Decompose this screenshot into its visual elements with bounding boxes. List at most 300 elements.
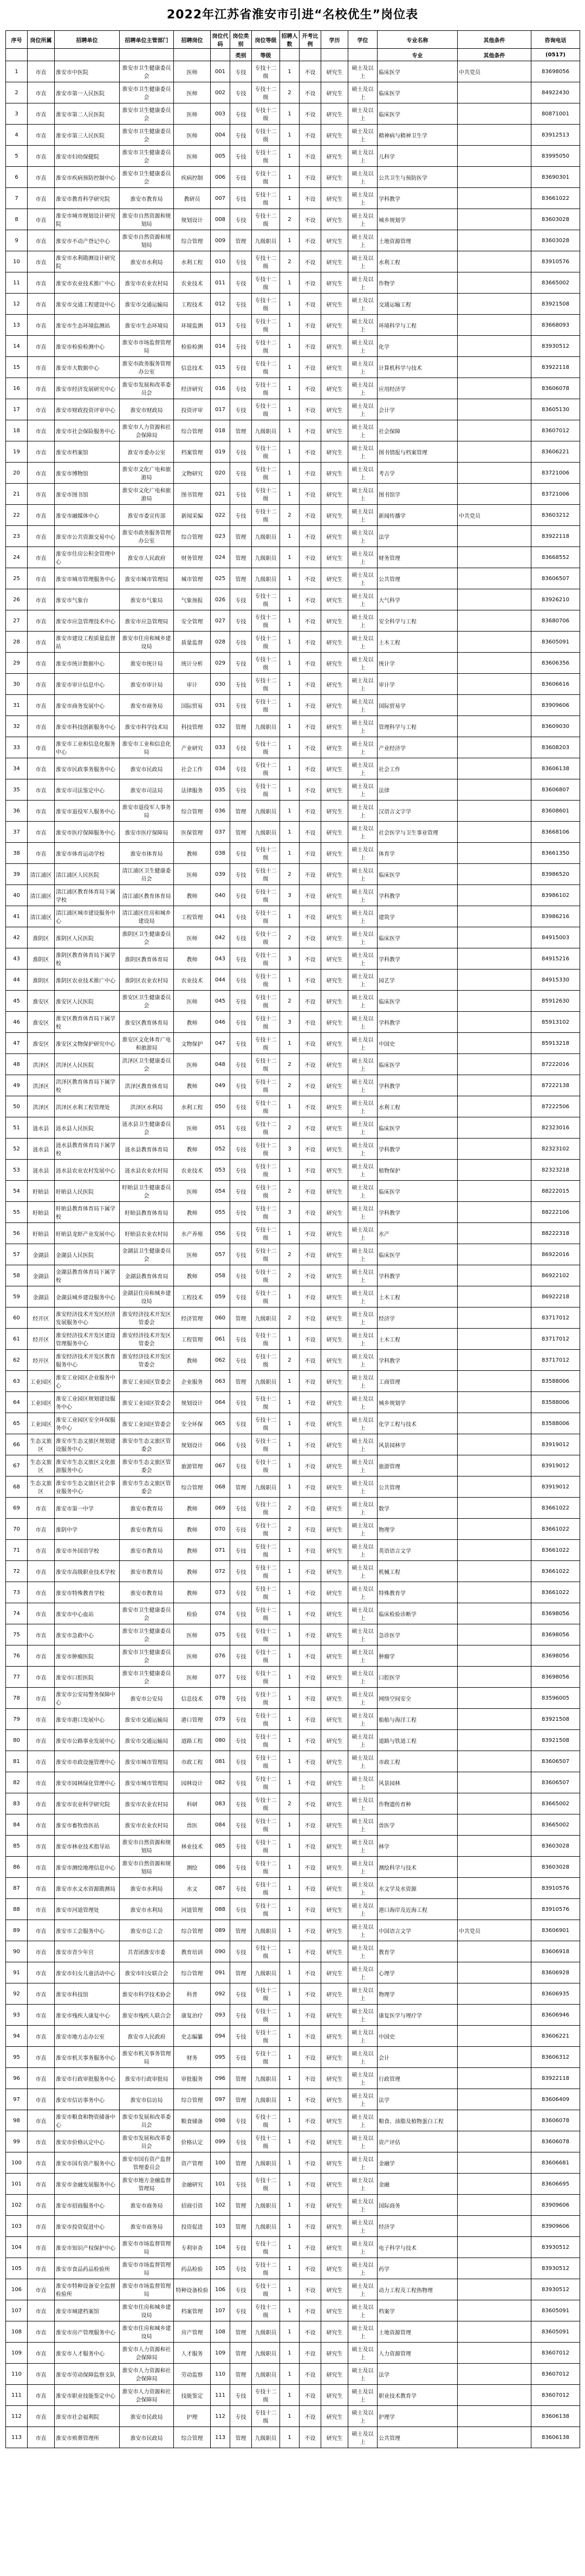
cell-ratio: 不设 xyxy=(300,1836,321,1857)
cell-education: 研究生 xyxy=(321,610,348,632)
cell-major: 临床医学 xyxy=(378,864,458,885)
cell-area: 市直 xyxy=(28,1667,55,1688)
cell-major: 儿科学 xyxy=(378,146,458,167)
table-row xyxy=(6,1899,580,1920)
table-row xyxy=(6,2131,580,2152)
cell-education: 研究生 xyxy=(321,758,348,779)
cell-post: 医师 xyxy=(174,61,211,82)
cell-other xyxy=(458,2237,531,2258)
cell-level: 专技十二级 xyxy=(252,2237,280,2258)
cell-other xyxy=(458,948,531,970)
cell-post: 康复治疗 xyxy=(174,2005,211,2026)
cell-unit: 洪泽区水利工程管理处 xyxy=(55,1096,120,1117)
cell-code: 053 xyxy=(211,1160,230,1181)
cell-other xyxy=(458,779,531,801)
cell-code: 047 xyxy=(211,1033,230,1054)
cell-phone: 83661350 xyxy=(531,843,580,864)
cell-phone: 83605130 xyxy=(531,399,580,420)
cell-phone: 88222106 xyxy=(531,1202,580,1223)
cell-degree: 硕士及以上 xyxy=(348,695,378,716)
cell-ratio: 不设 xyxy=(300,146,321,167)
cell-count: 1 xyxy=(280,103,300,125)
cell-seq: 23 xyxy=(6,526,28,547)
cell-unit: 淮安经济技术开发区建设管理服务中心 xyxy=(55,1329,120,1350)
cell-type: 专技 xyxy=(230,378,252,399)
cell-other xyxy=(458,801,531,822)
cell-unit: 淮安市地方志办公室 xyxy=(55,2026,120,2047)
cell-dept: 淮安经济技术开发区管委会 xyxy=(120,1329,174,1350)
cell-post: 医师 xyxy=(174,1117,211,1139)
cell-ratio: 不设 xyxy=(300,1603,321,1624)
cell-post: 综合管理 xyxy=(174,2089,211,2110)
cell-other xyxy=(458,378,531,399)
cell-level: 专技十二级 xyxy=(252,864,280,885)
cell-count: 1 xyxy=(280,315,300,336)
cell-degree: 硕士及以上 xyxy=(348,82,378,103)
cell-major: 中国语言文学 xyxy=(378,1920,458,1941)
cell-seq: 106 xyxy=(6,2279,28,2300)
cell-phone: 86922016 xyxy=(531,1244,580,1265)
cell-type: 管理 xyxy=(230,2364,252,2385)
cell-level: 九级职员 xyxy=(252,2068,280,2089)
cell-degree: 硕士及以上 xyxy=(348,1582,378,1603)
cell-type: 专技 xyxy=(230,209,252,230)
cell-post: 综合管理 xyxy=(174,526,211,547)
cell-code: 111 xyxy=(211,2385,230,2406)
cell-level: 专技十二级 xyxy=(252,737,280,758)
cell-area: 涟水县 xyxy=(28,1139,55,1160)
cell-post: 特种设备检验 xyxy=(174,2279,211,2300)
cell-dept: 淮安市教育局 xyxy=(120,1540,174,1561)
cell-seq: 65 xyxy=(6,1413,28,1434)
cell-seq: 90 xyxy=(6,1941,28,1962)
cell-degree: 硕士及以上 xyxy=(348,2279,378,2300)
cell-area: 市直 xyxy=(28,653,55,674)
table-row xyxy=(6,2427,580,2448)
cell-level: 专技十二级 xyxy=(252,1751,280,1772)
cell-post: 法律服务 xyxy=(174,779,211,801)
cell-post: 医保管理 xyxy=(174,822,211,843)
cell-count: 2 xyxy=(280,1075,300,1096)
cell-unit: 淮安市第一人民医院 xyxy=(55,82,120,103)
cell-area: 清江浦区 xyxy=(28,864,55,885)
cell-phone: 83680706 xyxy=(531,610,580,632)
cell-ratio: 不设 xyxy=(300,1054,321,1075)
cell-unit: 淮安市疾病预防控制中心 xyxy=(55,167,120,188)
cell-area: 市直 xyxy=(28,420,55,441)
cell-major: 动力工程及工程热物理 xyxy=(378,2279,458,2300)
cell-unit: 淮安市第二人民医院 xyxy=(55,103,120,125)
cell-post: 工程管理 xyxy=(174,906,211,927)
job-table xyxy=(5,30,580,2448)
cell-phone: 86922102 xyxy=(531,1265,580,1286)
cell-post: 水产养殖 xyxy=(174,1223,211,1244)
cell-type: 管理 xyxy=(230,568,252,589)
cell-phone: 83922118 xyxy=(531,357,580,378)
cell-area: 市直 xyxy=(28,1793,55,1814)
cell-dept: 淮安市住房和城乡建设局 xyxy=(120,2321,174,2343)
cell-degree: 硕士及以上 xyxy=(348,230,378,251)
cell-seq: 83 xyxy=(6,1793,28,1814)
cell-area: 淮安区 xyxy=(28,1012,55,1033)
cell-other xyxy=(458,2110,531,2131)
cell-post: 医师 xyxy=(174,927,211,948)
cell-education: 研究生 xyxy=(321,1899,348,1920)
cell-type: 管理 xyxy=(230,801,252,822)
cell-level: 专技十二级 xyxy=(252,2026,280,2047)
cell-ratio: 不设 xyxy=(300,2300,321,2321)
table-row xyxy=(6,547,580,568)
cell-post: 检验 xyxy=(174,1603,211,1624)
cell-phone: 83668106 xyxy=(531,822,580,843)
cell-area: 市直 xyxy=(28,547,55,568)
cell-major: 城乡规划学 xyxy=(378,209,458,230)
cell-other xyxy=(458,991,531,1012)
cell-area: 市直 xyxy=(28,315,55,336)
cell-type: 专技 xyxy=(230,1899,252,1920)
cell-unit: 淮阴区农业技术推广中心 xyxy=(55,970,120,991)
cell-code: 093 xyxy=(211,2005,230,2026)
cell-degree: 硕士及以上 xyxy=(348,2427,378,2448)
cell-education: 研究生 xyxy=(321,547,348,568)
cell-ratio: 不设 xyxy=(300,378,321,399)
cell-type: 专技 xyxy=(230,336,252,357)
cell-dept: 淮安经济技术开发区管委会 xyxy=(120,1350,174,1371)
cell-code: 031 xyxy=(211,695,230,716)
cell-major: 人力资源管理 xyxy=(378,2343,458,2364)
cell-code: 017 xyxy=(211,399,230,420)
header-cell: 专业名称 xyxy=(378,31,458,49)
cell-other xyxy=(458,2174,531,2195)
cell-major: 化学 xyxy=(378,336,458,357)
cell-phone: 83910576 xyxy=(531,251,580,272)
cell-degree: 硕士及以上 xyxy=(348,463,378,484)
cell-other xyxy=(458,230,531,251)
cell-degree: 硕士及以上 xyxy=(348,991,378,1012)
cell-phone: 83717012 xyxy=(531,1350,580,1371)
cell-ratio: 不设 xyxy=(300,505,321,526)
cell-post: 城市管理 xyxy=(174,568,211,589)
cell-type: 专技 xyxy=(230,589,252,610)
cell-ratio: 不设 xyxy=(300,653,321,674)
cell-ratio: 不设 xyxy=(300,1265,321,1286)
cell-dept: 金湖县住房和城乡建设局 xyxy=(120,1286,174,1307)
cell-seq: 32 xyxy=(6,716,28,737)
cell-level: 专技十二级 xyxy=(252,357,280,378)
cell-level: 专技十二级 xyxy=(252,399,280,420)
cell-type: 专技 xyxy=(230,2131,252,2152)
cell-code: 073 xyxy=(211,1582,230,1603)
cell-unit: 淮安市司法鉴定中心 xyxy=(55,779,120,801)
cell-type: 专技 xyxy=(230,1498,252,1519)
cell-ratio: 不设 xyxy=(300,1941,321,1962)
cell-code: 089 xyxy=(211,1920,230,1941)
cell-degree: 硕士及以上 xyxy=(348,1096,378,1117)
table-row xyxy=(6,167,580,188)
cell-major: 物理学 xyxy=(378,1983,458,2005)
cell-other xyxy=(458,209,531,230)
cell-degree: 硕士及以上 xyxy=(348,1941,378,1962)
cell-code: 060 xyxy=(211,1307,230,1329)
cell-dept: 盱眙县农业农村局 xyxy=(120,1223,174,1244)
cell-count: 3 xyxy=(280,885,300,906)
cell-unit: 涟水县教育体育局下属学校 xyxy=(55,1139,120,1160)
cell-dept: 洪泽区卫生健康委员会 xyxy=(120,1054,174,1075)
header-cell: 岗位所属 xyxy=(28,31,55,49)
cell-phone: 83588006 xyxy=(531,1371,580,1392)
table-row xyxy=(6,695,580,716)
cell-seq: 35 xyxy=(6,779,28,801)
cell-post: 新闻采编 xyxy=(174,505,211,526)
cell-major: 法学 xyxy=(378,526,458,547)
cell-count: 1 xyxy=(280,1667,300,1688)
cell-type: 专技 xyxy=(230,1075,252,1096)
cell-other xyxy=(458,1793,531,1814)
table-row xyxy=(6,484,580,505)
cell-degree: 硕士及以上 xyxy=(348,272,378,294)
cell-type: 专技 xyxy=(230,1286,252,1307)
cell-code: 043 xyxy=(211,948,230,970)
header-cell: 岗位代码 xyxy=(211,31,230,49)
cell-area: 市直 xyxy=(28,505,55,526)
table-row xyxy=(6,1413,580,1434)
cell-code: 036 xyxy=(211,801,230,822)
cell-phone: 83921508 xyxy=(531,1730,580,1751)
header-cell: 开考比例 xyxy=(300,31,321,49)
cell-other xyxy=(458,695,531,716)
cell-major: 物理学 xyxy=(378,1519,458,1540)
cell-dept: 淮安市应急管理局 xyxy=(120,610,174,632)
cell-phone: 83606807 xyxy=(531,779,580,801)
cell-count: 1 xyxy=(280,1645,300,1667)
cell-post: 综合管理 xyxy=(174,1476,211,1498)
cell-seq: 37 xyxy=(6,822,28,843)
cell-post: 教师 xyxy=(174,1582,211,1603)
cell-seq: 87 xyxy=(6,1878,28,1899)
cell-phone: 82323218 xyxy=(531,1160,580,1181)
cell-unit: 淮安市档案馆 xyxy=(55,441,120,463)
cell-major: 城乡规划学 xyxy=(378,1392,458,1413)
cell-type: 管理 xyxy=(230,2068,252,2089)
cell-level: 专技十二级 xyxy=(252,1772,280,1793)
cell-phone: 83606138 xyxy=(531,2406,580,2427)
cell-code: 011 xyxy=(211,272,230,294)
cell-degree: 硕士及以上 xyxy=(348,1455,378,1476)
cell-ratio: 不设 xyxy=(300,1117,321,1139)
cell-phone: 83608203 xyxy=(531,737,580,758)
cell-seq: 77 xyxy=(6,1667,28,1688)
table-row xyxy=(6,927,580,948)
cell-ratio: 不设 xyxy=(300,1371,321,1392)
cell-other xyxy=(458,1878,531,1899)
table-row xyxy=(6,1117,580,1139)
cell-level: 专技十二级 xyxy=(252,209,280,230)
cell-count: 1 xyxy=(280,737,300,758)
cell-education: 研究生 xyxy=(321,1075,348,1096)
cell-unit: 淮安市交通工程建设中心 xyxy=(55,294,120,315)
table-row xyxy=(6,125,580,146)
cell-code: 072 xyxy=(211,1561,230,1582)
cell-unit: 淮安市机关事务服务中心 xyxy=(55,2047,120,2068)
cell-code: 039 xyxy=(211,864,230,885)
cell-level: 专技十二级 xyxy=(252,1244,280,1265)
cell-area: 市直 xyxy=(28,2005,55,2026)
cell-type: 专技 xyxy=(230,125,252,146)
cell-count: 3 xyxy=(280,948,300,970)
cell-ratio: 不设 xyxy=(300,336,321,357)
cell-degree: 硕士及以上 xyxy=(348,1814,378,1836)
cell-post: 科研 xyxy=(174,1793,211,1814)
cell-count: 2 xyxy=(280,1519,300,1540)
cell-dept: 淮阴区卫生健康委员会 xyxy=(120,927,174,948)
cell-dept: 清江浦区卫生健康委员会 xyxy=(120,864,174,885)
cell-major: 学科教学 xyxy=(378,1139,458,1160)
cell-code: 085 xyxy=(211,1836,230,1857)
table-row xyxy=(6,1139,580,1160)
cell-code: 068 xyxy=(211,1476,230,1498)
table-row xyxy=(6,526,580,547)
table-row xyxy=(6,1202,580,1223)
cell-degree: 硕士及以上 xyxy=(348,779,378,801)
cell-education: 研究生 xyxy=(321,1709,348,1730)
table-row xyxy=(6,1709,580,1730)
cell-education: 研究生 xyxy=(321,103,348,125)
cell-phone: 83606918 xyxy=(531,1941,580,1962)
cell-ratio: 不设 xyxy=(300,2110,321,2131)
cell-level: 专技十二级 xyxy=(252,251,280,272)
table-row xyxy=(6,2300,580,2321)
cell-area: 市直 xyxy=(28,758,55,779)
cell-unit: 淮安市经济发展研究中心 xyxy=(55,378,120,399)
cell-level: 九级职员 xyxy=(252,822,280,843)
cell-level: 九级职员 xyxy=(252,716,280,737)
cell-other xyxy=(458,82,531,103)
cell-count: 2 xyxy=(280,864,300,885)
cell-area: 市直 xyxy=(28,209,55,230)
cell-education: 研究生 xyxy=(321,463,348,484)
cell-count: 2 xyxy=(280,1244,300,1265)
cell-dept: 淮安市气象局 xyxy=(120,589,174,610)
cell-phone: 83717012 xyxy=(531,1307,580,1329)
table-row xyxy=(6,1160,580,1181)
cell-seq: 48 xyxy=(6,1054,28,1075)
cell-seq: 94 xyxy=(6,2026,28,2047)
cell-level: 专技十二级 xyxy=(252,378,280,399)
cell-area: 市直 xyxy=(28,1540,55,1561)
cell-education: 研究生 xyxy=(321,399,348,420)
cell-education: 研究生 xyxy=(321,1244,348,1265)
table-row xyxy=(6,2089,580,2110)
cell-education: 研究生 xyxy=(321,1307,348,1329)
cell-unit: 淮安市医疗保障服务中心 xyxy=(55,822,120,843)
cell-major: 康复医学与理疗学 xyxy=(378,2005,458,2026)
header-cell: 招聘人数 xyxy=(280,31,300,49)
cell-dept: 淮安市卫生健康委员会 xyxy=(120,125,174,146)
cell-code: 040 xyxy=(211,885,230,906)
cell-unit: 淮安市农业科学研究院 xyxy=(55,1793,120,1814)
cell-code: 018 xyxy=(211,420,230,441)
cell-phone: 83690301 xyxy=(531,167,580,188)
cell-type: 专技 xyxy=(230,2258,252,2279)
cell-post: 安全环保 xyxy=(174,1413,211,1434)
cell-level: 专技十二级 xyxy=(252,1814,280,1836)
cell-level: 九级职员 xyxy=(252,2364,280,2385)
cell-major: 作物遗传育种 xyxy=(378,1793,458,1814)
cell-post: 招商引资 xyxy=(174,2195,211,2216)
cell-post: 教研员 xyxy=(174,188,211,209)
cell-type: 管理 xyxy=(230,716,252,737)
cell-seq: 92 xyxy=(6,1983,28,2005)
cell-area: 市直 xyxy=(28,2321,55,2343)
cell-other xyxy=(458,1476,531,1498)
cell-education: 研究生 xyxy=(321,1434,348,1455)
cell-ratio: 不设 xyxy=(300,801,321,822)
cell-degree: 硕士及以上 xyxy=(348,632,378,653)
cell-other xyxy=(458,1371,531,1392)
cell-unit: 淮安市审计信息中心 xyxy=(55,674,120,695)
table-row xyxy=(6,822,580,843)
cell-dept: 淮安市自然资源和规划局 xyxy=(120,1857,174,1878)
cell-level: 专技十二级 xyxy=(252,1096,280,1117)
cell-type: 专技 xyxy=(230,948,252,970)
cell-degree: 硕士及以上 xyxy=(348,1350,378,1371)
cell-type: 专技 xyxy=(230,1709,252,1730)
cell-seq: 17 xyxy=(6,399,28,420)
cell-unit: 淮阴区教育体育局下属学校 xyxy=(55,948,120,970)
cell-post: 水利工程 xyxy=(174,251,211,272)
cell-other: 中共党员 xyxy=(458,505,531,526)
cell-education: 研究生 xyxy=(321,1519,348,1540)
cell-major: 精神病与精神卫生学 xyxy=(378,125,458,146)
cell-code: 087 xyxy=(211,1878,230,1899)
cell-code: 037 xyxy=(211,822,230,843)
cell-phone: 83717012 xyxy=(531,1329,580,1350)
table-row xyxy=(6,970,580,991)
cell-dept: 淮安市人民政府 xyxy=(120,547,174,568)
cell-degree: 硕士及以上 xyxy=(348,1012,378,1033)
table-row xyxy=(6,1878,580,1899)
cell-major: 临床医学 xyxy=(378,1244,458,1265)
cell-other: 中共党员 xyxy=(458,1920,531,1941)
cell-education: 研究生 xyxy=(321,695,348,716)
cell-post: 综合管理 xyxy=(174,801,211,822)
cell-seq: 99 xyxy=(6,2131,28,2152)
cell-dept: 涟水县农业农村局 xyxy=(120,1160,174,1181)
cell-phone: 83606356 xyxy=(531,653,580,674)
cell-degree: 硕士及以上 xyxy=(348,716,378,737)
cell-seq: 34 xyxy=(6,758,28,779)
cell-post: 文物研究 xyxy=(174,463,211,484)
cell-major: 粮食、油脂及植物蛋白工程 xyxy=(378,2110,458,2131)
cell-dept: 淮安市民政局 xyxy=(120,2406,174,2427)
cell-education: 研究生 xyxy=(321,1054,348,1075)
cell-dept: 淮安市教育局 xyxy=(120,1498,174,1519)
cell-phone: 83603028 xyxy=(531,1857,580,1878)
cell-other xyxy=(458,1096,531,1117)
cell-education: 研究生 xyxy=(321,420,348,441)
cell-seq: 30 xyxy=(6,674,28,695)
cell-post: 史志编纂 xyxy=(174,2026,211,2047)
cell-type: 专技 xyxy=(230,632,252,653)
cell-dept: 淮安工业园区管委会 xyxy=(120,1413,174,1434)
cell-seq: 10 xyxy=(6,251,28,272)
cell-count: 1 xyxy=(280,167,300,188)
cell-degree: 硕士及以上 xyxy=(348,209,378,230)
table-row xyxy=(6,948,580,970)
cell-phone: 83607012 xyxy=(531,2343,580,2364)
cell-education: 研究生 xyxy=(321,2300,348,2321)
cell-type: 专技 xyxy=(230,1202,252,1223)
